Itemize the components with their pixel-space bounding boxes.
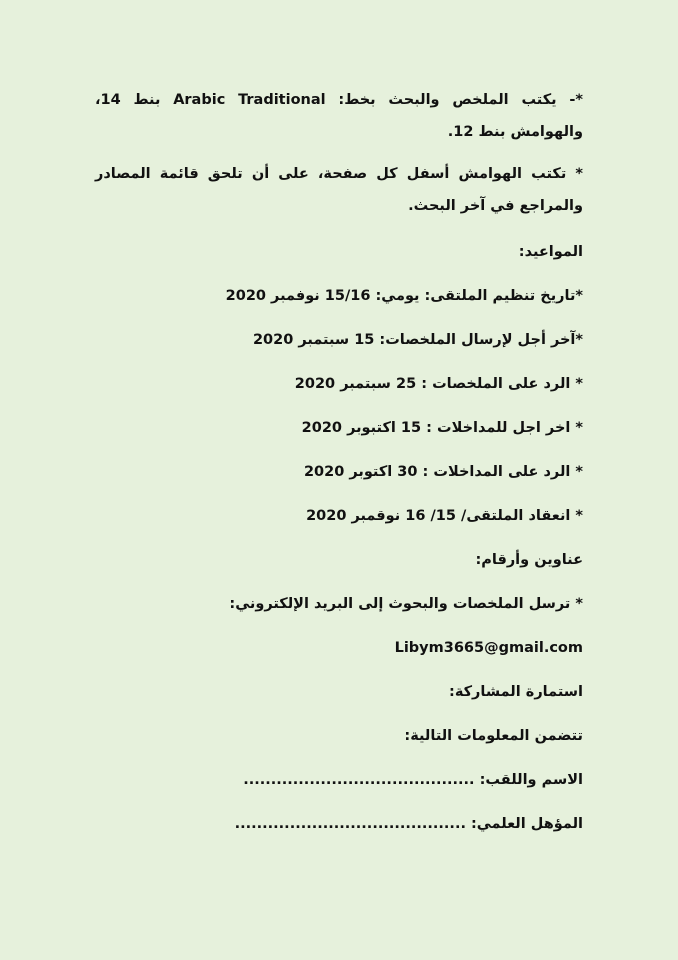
contacts-heading: عناوين وأرقام: <box>475 552 583 568</box>
qualification-field: المؤهل العلمي: .......................................... <box>234 816 583 832</box>
dates-heading: المواعيد: <box>518 244 583 260</box>
name-field: الاسم واللقب: .......................................... <box>243 772 583 788</box>
date-item-paper-deadline: * اخر اجل للمداخلات : 15 اكتبوبر 2020 <box>301 420 583 436</box>
date-item-abstract-deadline: *آخر أجل لإرسال الملخصات: 15 سبتمبر 2020 <box>252 332 583 348</box>
form-heading: استمارة المشاركة: <box>449 684 583 700</box>
date-item-abstract-reply: * الرد على الملخصات : 25 سبتمبر 2020 <box>294 376 583 392</box>
font-rule-paragraph: *- يكتب الملخص والبحث بخط: Arabic Traditional بنط 14، والهوامش بنط 12. <box>95 92 583 140</box>
date-item-conference: * انعقاد الملتقى/ 15/ 16 نوقمبر 2020 <box>306 508 583 524</box>
date-item-organization: *تاريخ تنظيم الملتقى: يومي: 15/16 نوفمبر 2020 <box>225 288 583 304</box>
email-address[interactable]: Libym3665@gmail.com <box>394 640 583 656</box>
send-instructions: * ترسل الملخصات والبحوث إلى البريد الإلكتروني: <box>229 596 583 612</box>
footnotes-rule-paragraph: * تكتب الهوامش أسفل كل صفحة، على أن تلحق قائمة المصادر والمراجع في آخر البحث. <box>95 166 583 214</box>
form-intro: تتضمن المعلومات التالية: <box>404 728 583 744</box>
date-item-paper-reply: * الرد على المداخلات : 30 اكتوبر 2020 <box>303 464 583 480</box>
